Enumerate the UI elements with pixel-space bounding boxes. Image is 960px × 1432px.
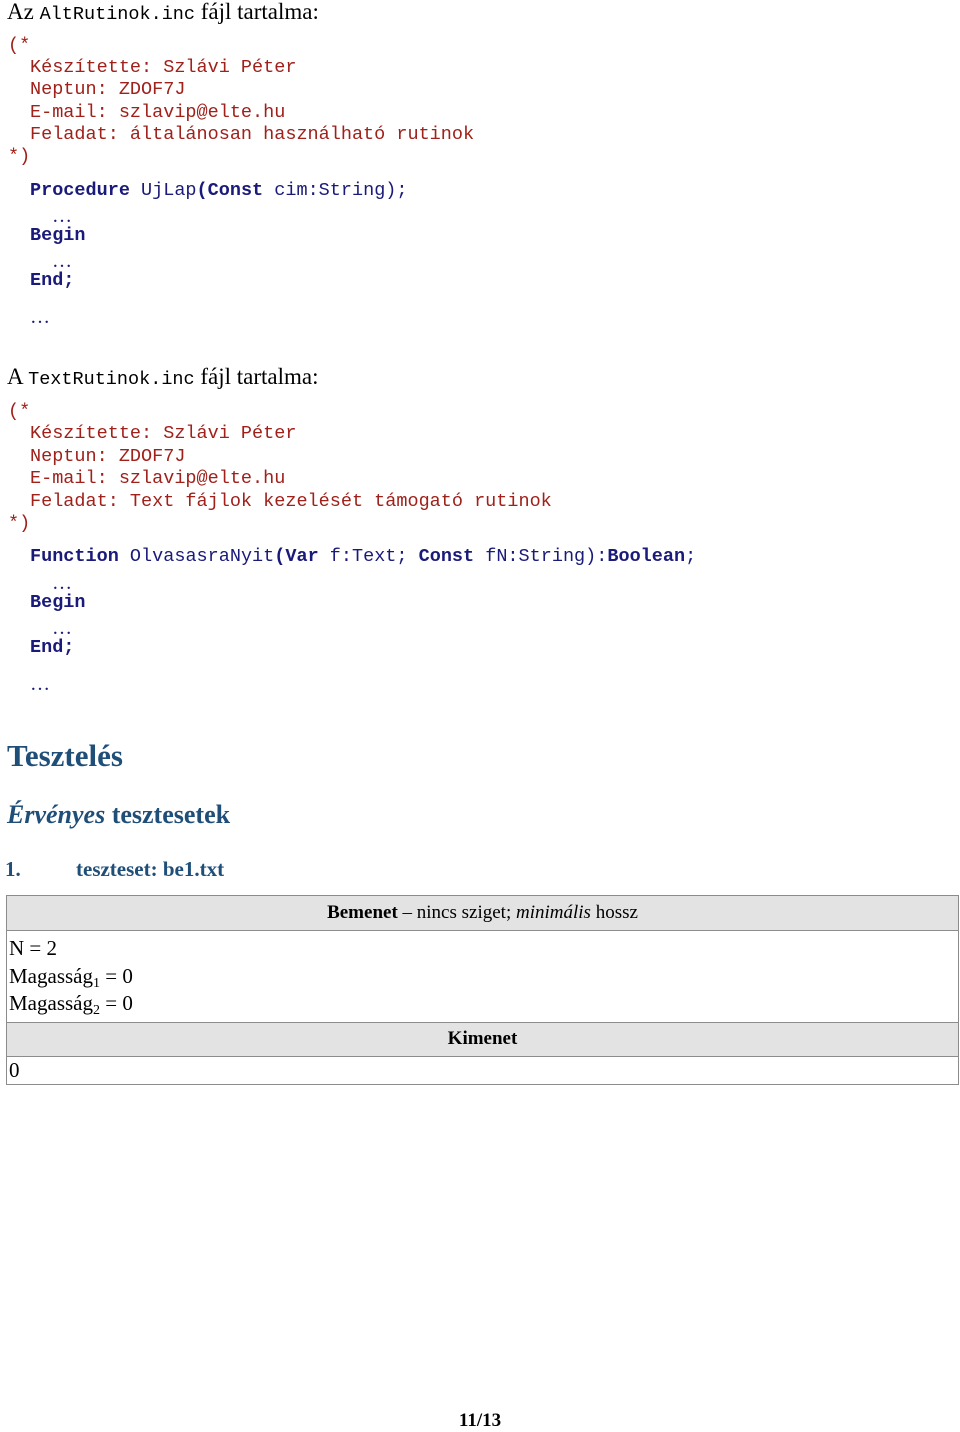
- input-line: [9, 963, 958, 991]
- comment-close: *): [8, 146, 31, 167]
- output-header-label: Kimenet: [447, 1028, 518, 1049]
- keyword: Boolean: [607, 546, 686, 567]
- ellipsis: …: [52, 572, 72, 594]
- output-cell: 0: [7, 1056, 959, 1084]
- ellipsis: …: [30, 673, 50, 695]
- identifier: fN:String):: [474, 546, 608, 567]
- ellipsis: …: [52, 250, 72, 272]
- input-header-label: Bemenet: [327, 902, 398, 923]
- comment-open: (*: [8, 401, 31, 422]
- input-line: N = 2: [9, 936, 58, 960]
- subscript: 2: [92, 1003, 100, 1018]
- input-label: Magasság: [9, 963, 93, 988]
- input-cell: [7, 931, 959, 1023]
- input-header-text: hossz: [590, 902, 638, 923]
- heading-italic-part: Érvényes: [7, 800, 106, 829]
- keyword: (Var: [274, 546, 319, 567]
- keyword: Function: [30, 546, 119, 567]
- comment-line: Készítette: Szlávi Péter: [30, 57, 297, 78]
- comment-line: E-mail: szlavip@elte.hu: [30, 468, 286, 489]
- comment-line: Feladat: Text fájlok kezelését támogató rutinok: [30, 491, 552, 512]
- identifier: f:Text;: [318, 546, 419, 567]
- comment-line: Neptun: ZDOF7J: [30, 79, 186, 100]
- section1-intro: [7, 0, 319, 26]
- testcase-table: [6, 895, 959, 1085]
- end-keyword: End;: [30, 270, 75, 291]
- comment-line: E-mail: szlavip@elte.hu: [30, 102, 286, 123]
- ellipsis: …: [52, 617, 72, 639]
- input-value: = 0: [99, 991, 133, 1015]
- identifier: ;: [685, 546, 697, 567]
- section2-intro: [7, 364, 319, 391]
- keyword: Procedure: [30, 180, 130, 201]
- comment-close: *): [8, 513, 31, 534]
- procedure-signature: [30, 180, 408, 202]
- input-header-text: nincs sziget;: [416, 902, 516, 923]
- comment-open: (*: [8, 35, 31, 56]
- intro-text: fájl tartalma:: [195, 0, 319, 24]
- filename: TextRutinok.inc: [28, 369, 195, 390]
- keyword: (Const: [196, 180, 264, 201]
- identifier: cim:String);: [263, 180, 408, 201]
- ellipsis: …: [52, 205, 72, 227]
- comment-line: Feladat: általánosan használható rutinok: [30, 124, 475, 145]
- subscript: 1: [92, 975, 100, 991]
- function-signature: [30, 546, 696, 568]
- begin-keyword: Begin: [30, 592, 86, 613]
- input-header: [7, 896, 959, 931]
- intro-text: A: [7, 364, 29, 389]
- input-header-dash: –: [397, 902, 417, 923]
- heading-valid-testcases: [7, 800, 230, 830]
- intro-text: fájl tartalma:: [194, 364, 319, 389]
- intro-text: Az: [7, 0, 40, 24]
- comment-line: Készítette: Szlávi Péter: [30, 423, 297, 444]
- identifier: UjLap: [129, 180, 197, 201]
- ellipsis: …: [30, 306, 50, 328]
- heading-rest: tesztesetek: [105, 800, 231, 829]
- testcase-title: teszteset: be1.txt: [76, 857, 225, 881]
- page-number: 11/13: [458, 1410, 502, 1431]
- begin-keyword: Begin: [30, 225, 86, 246]
- output-header: [7, 1022, 959, 1056]
- input-line: [9, 990, 958, 1018]
- heading-testing: Tesztelés: [7, 738, 123, 773]
- end-keyword: End;: [30, 637, 75, 658]
- testcase-number: 1.: [5, 857, 21, 881]
- input-label: Magasság: [9, 991, 93, 1015]
- identifier: OlvasasraNyit: [118, 546, 275, 567]
- input-header-italic: minimális: [515, 902, 591, 923]
- filename: AltRutinok.inc: [39, 4, 196, 25]
- input-value: = 0: [99, 963, 133, 988]
- comment-line: Neptun: ZDOF7J: [30, 446, 186, 467]
- keyword: Const: [418, 546, 475, 567]
